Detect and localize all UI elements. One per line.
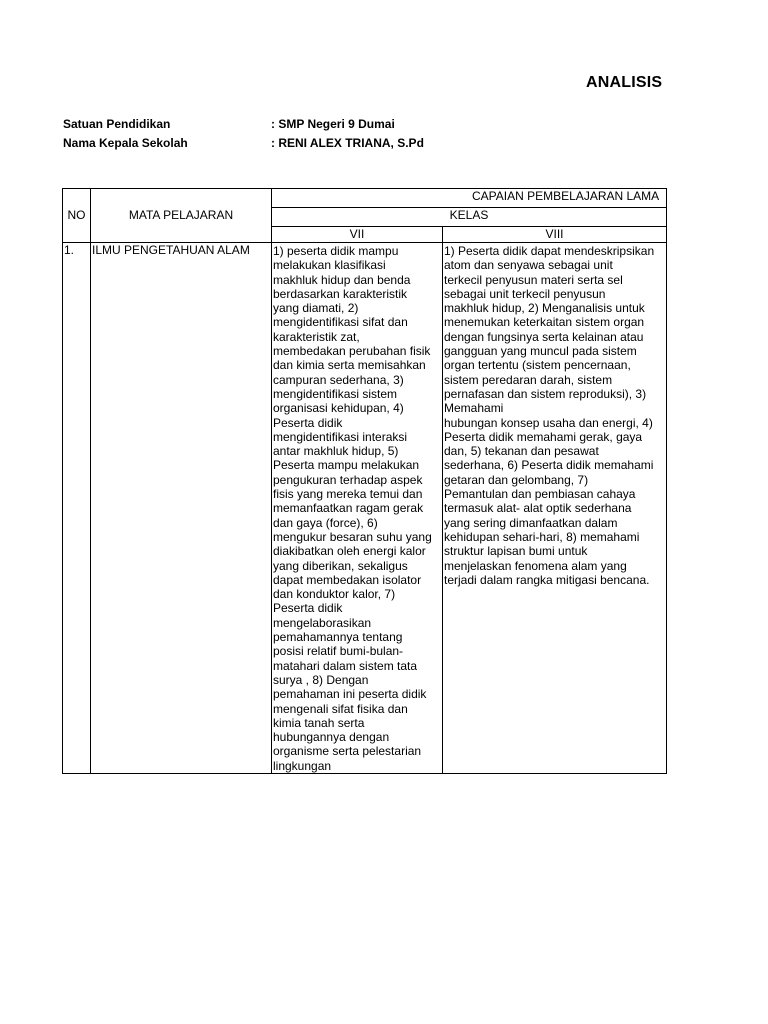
table-row [63, 243, 667, 774]
page-title: ANALISIS [586, 74, 663, 91]
analysis-table [62, 188, 667, 774]
header-class-vii: VII [272, 227, 443, 243]
row-no: 1. [63, 243, 91, 774]
header-class-viii: VIII [443, 227, 667, 243]
principal-value: : RENI ALEX TRIANA, S.Pd [271, 136, 424, 150]
school-value: : SMP Negeri 9 Dumai [271, 117, 395, 131]
header-no: NO [63, 189, 91, 243]
row-outcome-viii: 1) Peserta didik dapat mendeskripsikan atom dan senyawa sebagai unit terkecil penyusun materi serta sel sebagai unit terkecil penyusun makhluk hidup, 2) Menganalisis untuk menemukan keterkaitan sistem organ dengan fungsinya serta kelainan atau gangguan yang muncul pada sistem organ tertentu (sistem pencernaan, sistem peredaran darah, sistem pernafasan dan sistem reproduksi), 3) Memahami hubungan konsep usaha dan energi, 4) Peserta didik memahami gerak, gaya dan, 5) tekanan dan pesawat sederhana, 6) Peserta didik memahami getaran dan gelombang, 7) Pemantulan dan pembiasan cahaya termasuk alat- alat optik sederhana yang sering dimanfaatkan dalam kehidupan sehari-hari, 8) memahami struktur lapisan bumi untuk menjelaskan fenomena alam yang terjadi dalam rangka mitigasi bencana. [443, 243, 667, 774]
header-learning-outcomes: CAPAIAN PEMBELAJARAN LAMA [272, 189, 667, 208]
row-subject: ILMU PENGETAHUAN ALAM [91, 243, 272, 774]
school-label: Satuan Pendidikan [63, 117, 171, 131]
principal-label: Nama Kepala Sekolah [63, 136, 188, 150]
header-subject: MATA PELAJARAN [91, 189, 272, 243]
header-class: KELAS [272, 208, 667, 227]
row-outcome-vii: 1) peserta didik mampu melakukan klasifikasi makhluk hidup dan benda berdasarkan karakteristik yang diamati, 2) mengidentifikasi sifat dan karakteristik zat, membedakan perubahan fisik dan kimia serta memisahkan campuran sederhana, 3) mengidentifikasi sistem organisasi kehidupan, 4) Peserta didik mengidentifikasi interaksi antar makhluk hidup, 5) Peserta mampu melakukan pengukuran terhadap aspek fisis yang mereka temui dan memanfaatkan ragam gerak dan gaya (force), 6) mengukur besaran suhu yang diakibatkan oleh energi kalor yang diberikan, sekaligus dapat membedakan isolator dan konduktor kalor, 7) Peserta didik mengelaborasikan pemahamannya tentang posisi relatif bumi-bulan- matahari dalam sistem tata surya , 8) Dengan pemahaman ini peserta didik mengenali sifat fisika dan kimia tanah serta hubungannya dengan organisme serta pelestarian lingkungan [272, 243, 443, 774]
